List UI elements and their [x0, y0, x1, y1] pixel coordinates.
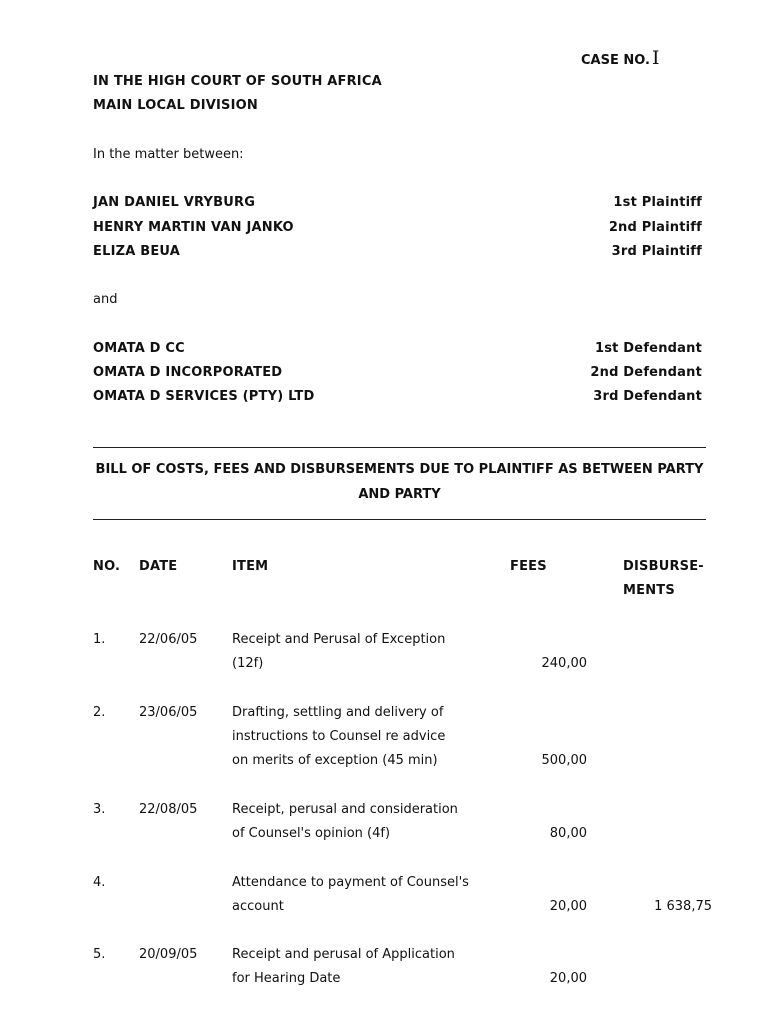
- row-item-line: (12f): [232, 656, 264, 671]
- row-item-line: instructions to Counsel re advice: [232, 729, 446, 744]
- defendant-role: 3rd Defendant: [593, 389, 702, 404]
- row-fees: 500,00: [541, 753, 587, 768]
- row-disbursements: 1 638,75: [654, 899, 712, 914]
- court-name: IN THE HIGH COURT OF SOUTH AFRICA: [93, 74, 382, 89]
- header-date: DATE: [139, 559, 178, 574]
- row-fees: 20,00: [549, 971, 587, 986]
- header-no: NO.: [93, 559, 121, 574]
- row-date: 22/08/05: [139, 802, 198, 817]
- row-date: 22/06/05: [139, 632, 198, 647]
- case-number-label: CASE NO.: [581, 53, 650, 68]
- row-item-line: Attendance to payment of Counsel's: [232, 875, 469, 890]
- defendant-role: 1st Defendant: [594, 341, 702, 356]
- row-fees: 240,00: [541, 656, 587, 671]
- row-no: 5.: [93, 947, 106, 962]
- plaintiff-name: HENRY MARTIN VAN JANKO: [93, 220, 294, 235]
- row-no: 3.: [93, 802, 106, 817]
- plaintiff-role: 2nd Plaintiff: [608, 220, 702, 235]
- row-date: 23/06/05: [139, 705, 198, 720]
- divider-top: [93, 447, 706, 448]
- row-item-line: Receipt and perusal of Application: [232, 947, 455, 962]
- header-disbursements: DISBURSE-: [623, 559, 704, 574]
- row-fees: 80,00: [549, 826, 587, 841]
- defendant-name: OMATA D CC: [93, 341, 185, 356]
- and-text: and: [93, 292, 118, 307]
- case-number: [581, 47, 659, 69]
- matter-between-text: In the matter between:: [93, 147, 244, 162]
- header-disbursements-cont: MENTS: [623, 583, 675, 598]
- bill-title-line2: AND PARTY: [358, 487, 441, 502]
- row-item-line: on merits of exception (45 min): [232, 753, 438, 768]
- plaintiff-role: 1st Plaintiff: [613, 195, 702, 210]
- row-item-line: for Hearing Date: [232, 971, 341, 986]
- header-item: ITEM: [232, 559, 269, 574]
- row-item-line: account: [232, 899, 284, 914]
- bill-title-line1: BILL OF COSTS, FEES AND DISBURSEMENTS DUE TO PLAINTIFF AS BETWEEN PARTY: [95, 462, 704, 477]
- row-date: 20/09/05: [139, 947, 198, 962]
- row-no: 2.: [93, 705, 106, 720]
- defendant-name: OMATA D SERVICES (PTY) LTD: [93, 389, 315, 404]
- row-no: 1.: [93, 632, 106, 647]
- header-fees: FEES: [510, 559, 547, 574]
- plaintiff-name: JAN DANIEL VRYBURG: [93, 195, 256, 210]
- court-division: MAIN LOCAL DIVISION: [93, 98, 258, 113]
- row-item-line: Receipt and Perusal of Exception: [232, 632, 446, 647]
- row-no: 4.: [93, 875, 106, 890]
- row-fees: 20,00: [549, 899, 587, 914]
- row-item-line: Receipt, perusal and consideration: [232, 802, 458, 817]
- defendant-name: OMATA D INCORPORATED: [93, 365, 283, 380]
- row-item-line: Drafting, settling and delivery of: [232, 705, 444, 720]
- defendant-role: 2nd Defendant: [590, 365, 702, 380]
- plaintiff-name: ELIZA BEUA: [93, 244, 181, 259]
- case-number-value: I: [651, 47, 660, 69]
- divider-bottom: [93, 519, 706, 520]
- plaintiff-role: 3rd Plaintiff: [611, 244, 702, 259]
- row-item-line: of Counsel's opinion (4f): [232, 826, 391, 841]
